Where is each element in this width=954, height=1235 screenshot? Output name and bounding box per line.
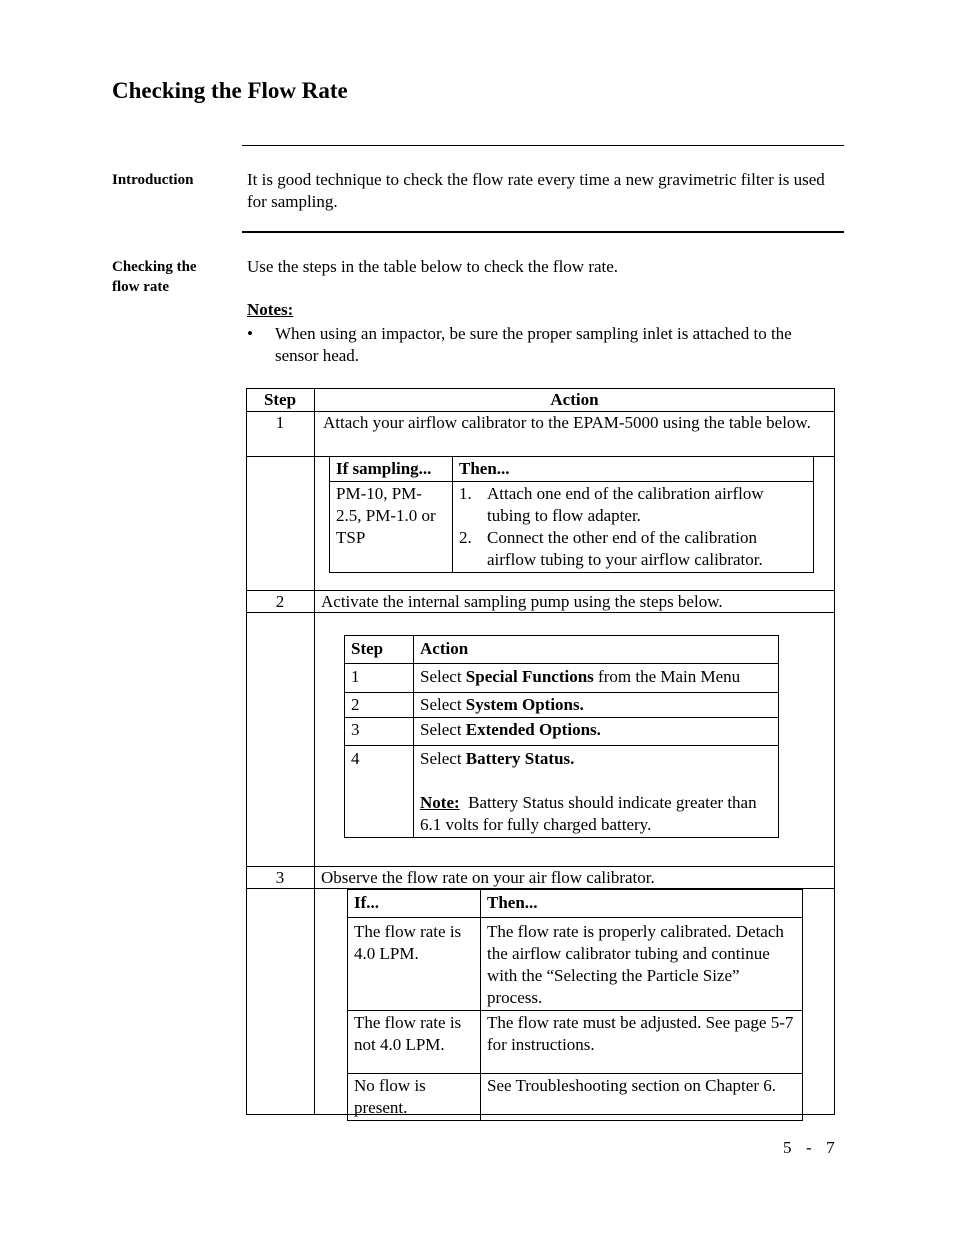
table-row xyxy=(330,482,814,573)
table-row xyxy=(345,718,779,746)
step-number: 1 xyxy=(275,413,285,432)
checking-label xyxy=(112,257,232,297)
header-if: If... xyxy=(348,890,481,918)
step-number: 3 xyxy=(345,718,414,746)
bullet-icon: • xyxy=(247,324,253,343)
step-action: Observe the flow rate on your air flow calibrator. xyxy=(321,868,655,887)
table-row xyxy=(345,693,779,718)
sampling-action xyxy=(453,482,814,573)
table-column-divider xyxy=(314,388,315,1115)
header-then: Then... xyxy=(481,890,803,918)
flow-action: The flow rate is properly calibrated. Detach the airflow calibrator tubing and continue with the “Selecting the Particle Size” process. xyxy=(481,918,803,1011)
header-step: Step xyxy=(263,390,297,409)
flow-action: See Troubleshooting section on Chapter 6. xyxy=(481,1074,803,1121)
step-action: Select System Options. xyxy=(414,693,779,718)
checking-label-line2: flow rate xyxy=(112,279,170,295)
list-item: 1. Attach one end of the calibration airflow tubing to flow adapter. xyxy=(459,484,764,525)
list-item: 2. Connect the other end of the calibration airflow tubing to your airflow calibrator. xyxy=(459,528,763,569)
flow-condition: The flow rate is not 4.0 LPM. xyxy=(348,1011,481,1074)
step-number: 4 xyxy=(345,746,414,838)
checking-label-line1: Checking the xyxy=(112,259,197,275)
header-action: Action xyxy=(550,390,599,409)
divider xyxy=(242,231,844,233)
step-number: 2 xyxy=(275,592,285,611)
step-action: Attach your airflow calibrator to the EPAM-5000 using the table below. xyxy=(323,413,811,432)
pump-steps-table xyxy=(344,635,779,838)
header-step: Step xyxy=(345,636,414,664)
step-number: 2 xyxy=(345,693,414,718)
flow-action: The flow rate must be adjusted. See page 5-7 for instructions. xyxy=(481,1011,803,1074)
sampling-condition: PM-10, PM-2.5, PM-1.0 or TSP xyxy=(330,482,453,573)
step-action: Select Special Functions from the Main Menu xyxy=(414,664,779,693)
table-header-row xyxy=(348,890,803,918)
checking-text: Use the steps in the table below to check the flow rate. xyxy=(247,257,619,276)
notes-heading: Notes: xyxy=(247,300,294,319)
page-number: 5 - 7 xyxy=(783,1138,837,1157)
table-row xyxy=(345,664,779,693)
page-title: Checking the Flow Rate xyxy=(112,78,348,103)
step-action: Select Extended Options. xyxy=(414,718,779,746)
flow-condition: No flow is present. xyxy=(348,1074,481,1121)
flow-rate-table xyxy=(347,889,803,1121)
sampling-table xyxy=(329,456,814,573)
step-action: Select Battery Status. Note: Battery Status should indicate greater than 6.1 volts for fully charged battery. xyxy=(414,746,779,838)
table-header-row xyxy=(345,636,779,664)
table-row xyxy=(348,918,803,1011)
intro-text: It is good technique to check the flow rate every time a new gravimetric filter is used for sampling. xyxy=(247,170,825,211)
header-then: Then... xyxy=(453,457,814,482)
note-text: When using an impactor, be sure the proper sampling inlet is attached to the sensor head. xyxy=(275,324,792,365)
intro-label: Introduction xyxy=(112,172,194,188)
note-label: Note: xyxy=(420,793,460,812)
table-row xyxy=(348,1074,803,1121)
table-row xyxy=(348,1011,803,1074)
header-action: Action xyxy=(414,636,779,664)
step-action: Activate the internal sampling pump using the steps below. xyxy=(321,592,723,611)
header-if-sampling: If sampling... xyxy=(330,457,453,482)
step-number: 3 xyxy=(275,868,285,887)
flow-condition: The flow rate is 4.0 LPM. xyxy=(348,918,481,1011)
step-number: 1 xyxy=(345,664,414,693)
table-header-row xyxy=(330,457,814,482)
divider xyxy=(242,145,844,146)
table-row xyxy=(345,746,779,838)
